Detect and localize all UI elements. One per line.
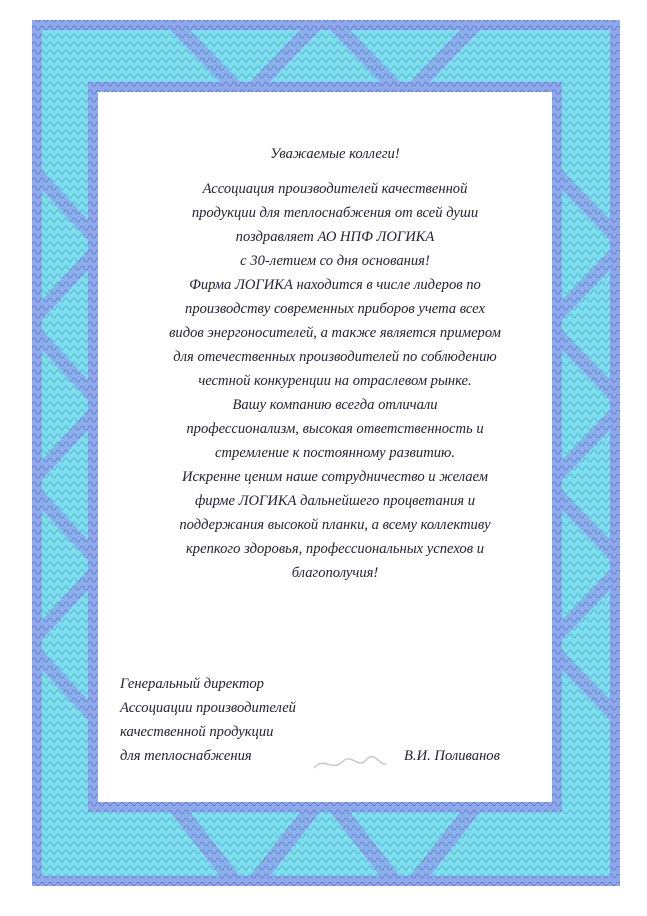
body-line: Искренне ценим наше сотрудничество и желаем [181,469,488,485]
body-line: продукции для теплоснабжения от всей души [191,205,479,221]
body-line: крепкого здоровья, профессиональных успехов и [185,541,485,557]
body-line: производству современных приборов учета всех [185,301,485,317]
signature-title-line: Генеральный директор [120,676,264,692]
body-line: поддержания высокой планки, а всему коллективу [179,517,491,533]
body-line: благополучия! [291,565,379,581]
body-line: честной конкуренции на отраслевом рынке. [198,373,472,389]
signature-title-line: для теплоснабжения [120,748,252,764]
body-line: видов энергоносителей, а также является примером [169,325,501,341]
body-line: Вашу компанию всегда отличали [232,397,438,413]
signature-title-line: Ассоциации производителей [120,700,296,716]
handwritten-signature [310,752,390,776]
body-line: поздравляет АО НПФ ЛОГИКА [235,229,435,245]
body-line: Ассоциация производителей качественной [202,181,468,197]
body-line: профессионализм, высокая ответственность и [186,421,484,437]
body-line: с 30-летием со дня основания! [240,253,430,269]
body-line: Фирма ЛОГИКА находится в числе лидеров по [189,277,481,293]
body-line: фирме ЛОГИКА дальнейшего процветания и [194,493,476,509]
body-line: стремление к постоянному развитию. [215,445,455,461]
body-line: для отечественных производителей по соблюдению [173,349,497,365]
greeting: Уважаемые коллеги! [270,146,400,162]
signatory-name: В.И. Поливанов [404,748,500,764]
signature-title-line: качественной продукции [120,724,274,740]
